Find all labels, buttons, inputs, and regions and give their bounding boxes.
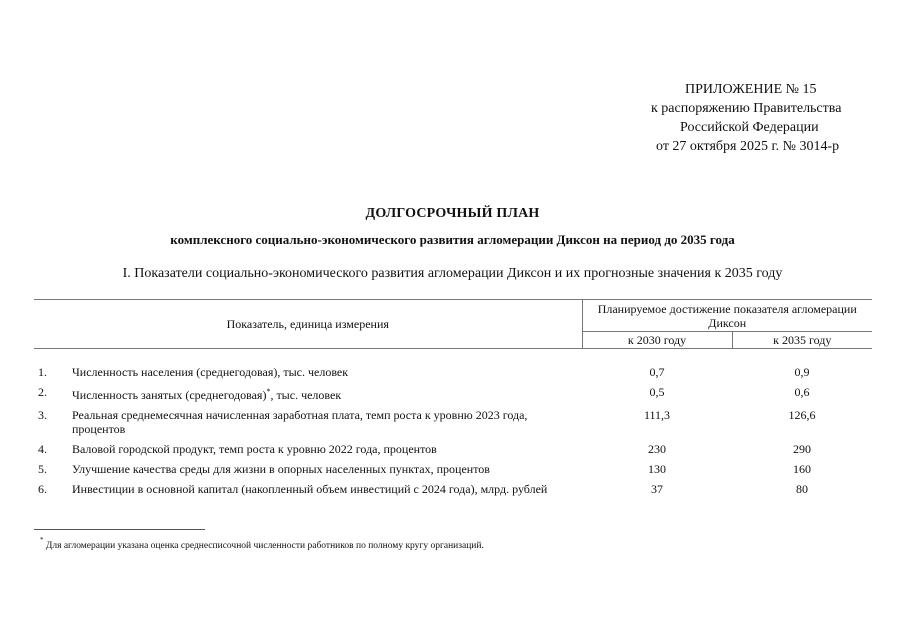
row-indicator: Инвестиции в основной капитал (накопленный объем инвестиций с 2024 года), млрд. рублей	[72, 482, 548, 496]
row-number: 2.	[38, 385, 47, 399]
row-indicator: Реальная среднемесячная начисленная заработная плата, темп роста к уровню 2023 года, процентов	[72, 408, 528, 436]
table-row	[34, 462, 872, 482]
footnote-mark: *	[40, 536, 44, 544]
row-number: 3.	[38, 408, 47, 422]
annex-line-3: от 27 октября 2025 г. № 3014-р	[656, 139, 840, 154]
table-row	[34, 385, 872, 408]
indicators-table	[34, 299, 872, 502]
row-indicator: Улучшение качества среды для жизни в опорных населенных пунктах, процентов	[72, 462, 490, 476]
header-2035: к 2035 году	[732, 332, 872, 349]
table-row	[34, 365, 872, 385]
header-indicator: Показатель, единица измерения	[34, 300, 582, 349]
row-value-2030: 230	[648, 442, 666, 456]
row-value-2035: 0,9	[794, 365, 810, 379]
row-value-2030: 37	[651, 482, 663, 496]
row-value-2035: 290	[793, 442, 811, 456]
table-row	[34, 482, 872, 502]
annex-number: ПРИЛОЖЕНИЕ № 15	[685, 82, 817, 97]
document-title: ДОЛГОСРОЧНЫЙ ПЛАН	[365, 206, 540, 221]
footnote-marker: *	[266, 387, 271, 396]
row-value-2030: 130	[648, 462, 666, 476]
table-row	[34, 408, 872, 442]
row-number: 1.	[38, 365, 47, 379]
row-value-2030: 0,7	[649, 365, 665, 379]
footnote-separator	[34, 529, 205, 530]
annex-line-2: Российской Федерации	[680, 120, 819, 135]
annex-block	[600, 80, 905, 156]
row-value-2035: 126,6	[788, 408, 816, 422]
row-value-2030: 0,5	[649, 385, 665, 399]
table-row	[34, 442, 872, 462]
row-number: 6.	[38, 482, 47, 496]
row-indicator: Численность населения (среднегодовая), тыс. человек	[72, 365, 349, 379]
row-indicator: Валовой городской продукт, темп роста к уровню 2022 года, процентов	[72, 442, 437, 456]
header-plan: Планируемое достижение показателя агломерации Диксон	[582, 300, 872, 332]
row-value-2035: 160	[793, 462, 811, 476]
document-subtitle: комплексного социально-экономического развития агломерации Диксон на период до 2035 года	[170, 232, 735, 247]
row-value-2035: 0,6	[794, 385, 810, 399]
row-number: 4.	[38, 442, 47, 456]
row-value-2030: 111,3	[643, 408, 671, 422]
footnote-text: Для агломерации указана оценка среднесписочной численности работников по полному кругу организаций.	[43, 541, 484, 552]
section-heading: I. Показатели социально-экономического развития агломерации Диксон и их прогнозные значения к 2035 году	[122, 266, 783, 281]
footnote	[40, 538, 484, 551]
row-value-2035: 80	[796, 482, 808, 496]
row-indicator: Численность занятых (среднегодовая)*, тыс. человек	[72, 387, 342, 402]
row-number: 5.	[38, 462, 47, 476]
annex-line-1: к распоряжению Правительства	[651, 101, 842, 116]
header-2030: к 2030 году	[582, 332, 732, 349]
